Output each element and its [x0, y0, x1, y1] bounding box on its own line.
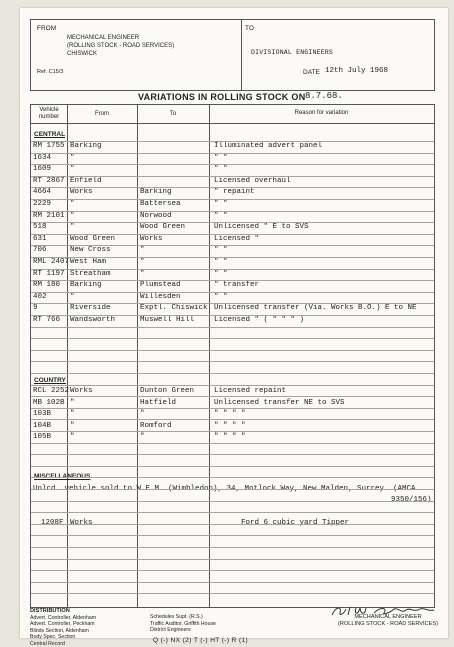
- variations-table: [30, 104, 435, 608]
- vehicle-number: RM 2101: [33, 211, 65, 222]
- distribution-item: Traffic Auditor, Griffith House: [150, 621, 216, 628]
- distribution-item: Body Spec. Section: [30, 634, 96, 641]
- date-value: 12th July 1968: [325, 67, 388, 75]
- reason-for-variation: Illuminated advert panel: [214, 141, 322, 152]
- distribution-list-mid: [150, 614, 216, 634]
- distribution-item: Blinds Section, Aldenham: [30, 628, 96, 635]
- ruled-line: [31, 199, 434, 200]
- vehicle-number: RM 180: [33, 280, 60, 291]
- ruled-line: [31, 582, 434, 583]
- vehicle-number: RT 766: [33, 315, 60, 326]
- ruled-line: [31, 396, 434, 397]
- distribution-item: Central Record: [30, 641, 96, 647]
- form-sheet: [20, 8, 448, 638]
- ruled-line: [31, 431, 434, 432]
- ruled-line: [31, 466, 434, 467]
- ruled-line: [31, 303, 434, 304]
- ruled-line: [31, 501, 434, 502]
- column-header-line: Vehicle: [31, 107, 67, 114]
- column-header-to: To: [137, 111, 209, 117]
- header-box: [30, 19, 435, 91]
- vehicle-number: 402: [33, 292, 47, 303]
- from-depot: Barking: [70, 280, 102, 291]
- to-depot: ": [140, 269, 145, 280]
- reason-for-variation: " ": [214, 211, 228, 222]
- vehicle-number: 2229: [33, 199, 51, 210]
- to-value: DIVISIONAL ENGINEERS: [251, 49, 333, 56]
- from-line: (ROLLING STOCK - ROAD SERVICES): [67, 42, 174, 50]
- header-divider: [241, 20, 242, 90]
- ruled-line: [31, 280, 434, 281]
- distribution-item: Advert. Controller, Aldenham: [30, 615, 96, 622]
- depot-codes: Q (-) NX (2) T (-) HT (-) R (1): [153, 637, 248, 644]
- to-depot: ": [140, 245, 145, 256]
- ruled-line: [31, 408, 434, 409]
- distribution-title: DISTRIBUTION: [30, 608, 96, 615]
- to-depot: Plumstead: [140, 280, 181, 291]
- distribution-list: [30, 608, 96, 647]
- from-address: [67, 34, 174, 58]
- to-depot: Battersea: [140, 199, 181, 210]
- reason-for-variation: " repaint: [214, 187, 255, 198]
- from-depot: Works: [70, 187, 93, 198]
- reason-for-variation: " ": [214, 257, 228, 268]
- reason-for-variation: " ": [214, 164, 228, 175]
- from-depot: ": [70, 153, 75, 164]
- title-date: 8.7.68.: [305, 91, 343, 101]
- ruled-line: [31, 153, 434, 154]
- footer-signatory: [328, 614, 448, 628]
- from-depot: ": [70, 222, 75, 233]
- ruled-line: [31, 593, 434, 594]
- reason-for-variation: " " " ": [214, 432, 246, 443]
- column-header-reason: Reason for variation: [209, 110, 434, 116]
- from-line: CHISWICK: [67, 50, 174, 58]
- misc-line: Unlcd. vehicle sold to W.E.M. (Wimbledon), 34, Motlock Way, New Malden, Surrey. (AMCA: [33, 484, 416, 495]
- ruled-line: [31, 211, 434, 212]
- from-depot: ": [70, 432, 75, 443]
- ruled-line: [31, 350, 434, 351]
- to-depot: Works: [140, 234, 163, 245]
- ruled-line: [31, 234, 434, 235]
- footer-line: MECHANICAL ENGINEER: [328, 614, 448, 621]
- to-label: TO: [245, 25, 254, 32]
- reason-for-variation: " ": [214, 153, 228, 164]
- to-depot: Dunton Green: [140, 386, 194, 397]
- ruled-line: [31, 570, 434, 571]
- vehicle-number: RCL 2252: [33, 386, 69, 397]
- column-header-vehicle: [31, 107, 67, 121]
- from-depot: New Cross: [70, 245, 111, 256]
- from-depot: ": [70, 211, 75, 222]
- column-divider: [137, 105, 138, 607]
- vehicle-number: 631: [33, 234, 47, 245]
- ruled-line: [31, 477, 434, 478]
- ruled-line: [31, 338, 434, 339]
- from-depot: Works: [70, 386, 93, 397]
- date-label: DATE: [303, 69, 320, 76]
- from-depot: Riverside: [70, 303, 111, 314]
- reference-number: Ref. C15/3: [37, 69, 63, 75]
- ruled-line: [31, 292, 434, 293]
- distribution-item: Advert. Controller, Peckham: [30, 621, 96, 628]
- ruled-line: [31, 187, 434, 188]
- from-label: FROM: [37, 25, 56, 32]
- reason-for-variation: Licensed " ( " " " ): [214, 315, 304, 326]
- header-rule: [31, 123, 434, 124]
- ruled-line: [31, 385, 434, 386]
- from-depot: Barking: [70, 141, 102, 152]
- vehicle-number: RM 1755: [33, 141, 65, 152]
- from-depot: Wandsworth: [70, 315, 115, 326]
- vehicle-number: 105B: [33, 432, 51, 443]
- column-header-from: From: [67, 111, 137, 117]
- misc-line: 9350/156): [391, 495, 432, 506]
- ruled-line: [31, 141, 434, 142]
- footer-line: (ROLLING STOCK - ROAD SERVICES): [328, 621, 448, 628]
- from-depot: ": [70, 398, 75, 409]
- misc-reason: Ford 6 cubic yard Tipper: [241, 518, 349, 529]
- reason-for-variation: " ": [214, 199, 228, 210]
- misc-from: Works: [70, 518, 93, 529]
- ruled-line: [31, 269, 434, 270]
- ruled-line: [31, 222, 434, 223]
- ruled-line: [31, 373, 434, 374]
- vehicle-number: RT 1197: [33, 269, 65, 280]
- section-heading-country: COUNTRY: [34, 377, 66, 384]
- from-line: MECHANICAL ENGINEER: [67, 34, 174, 42]
- to-depot: ": [140, 409, 145, 420]
- ruled-line: [31, 535, 434, 536]
- ruled-line: [31, 361, 434, 362]
- ruled-line: [31, 547, 434, 548]
- vehicle-number: 9: [33, 303, 38, 314]
- reason-for-variation: Unlicensed " E to SVS: [214, 222, 309, 233]
- to-depot: Willesden: [140, 292, 181, 303]
- ruled-line: [31, 257, 434, 258]
- ruled-line: [31, 489, 434, 490]
- to-depot: Romford: [140, 421, 172, 432]
- vehicle-number: 706: [33, 245, 47, 256]
- from-depot: West Ham: [70, 257, 106, 268]
- reason-for-variation: " ": [214, 292, 228, 303]
- ruled-line: [31, 419, 434, 420]
- ruled-line: [31, 512, 434, 513]
- ruled-line: [31, 164, 434, 165]
- ruled-line: [31, 176, 434, 177]
- vehicle-number: 104B: [33, 421, 51, 432]
- vehicle-number: 4664: [33, 187, 51, 198]
- ruled-line: [31, 327, 434, 328]
- section-heading-misc: MISCELLANEOUS: [34, 473, 90, 480]
- to-depot: Hatfield: [140, 398, 176, 409]
- to-depot: Muswell Hill: [140, 315, 194, 326]
- distribution-item: Schedules Supt. (R.S.): [150, 614, 216, 621]
- to-depot: ": [140, 432, 145, 443]
- from-depot: Streatham: [70, 269, 111, 280]
- to-depot: Wood Green: [140, 222, 185, 233]
- to-depot: Exptl. Chiswick: [140, 303, 208, 314]
- from-depot: Wood Green: [70, 234, 115, 245]
- vehicle-number: RML 2407: [33, 257, 69, 268]
- ruled-line: [31, 315, 434, 316]
- to-depot: Norwood: [140, 211, 172, 222]
- ruled-line: [31, 245, 434, 246]
- vehicle-number: MB 102B: [33, 398, 65, 409]
- from-depot: ": [70, 409, 75, 420]
- reason-for-variation: Unlicensed transfer NE to SVS: [214, 398, 345, 409]
- ruled-line: [31, 524, 434, 525]
- vehicle-number: 1634: [33, 153, 51, 164]
- column-header-line: number: [31, 114, 67, 121]
- section-heading-central: CENTRAL: [34, 131, 65, 138]
- ruled-line: [31, 443, 434, 444]
- from-depot: Enfield: [70, 176, 102, 187]
- ruled-line: [31, 559, 434, 560]
- vehicle-number: 518: [33, 222, 47, 233]
- misc-vehicle-number: 1208F: [41, 518, 64, 529]
- reason-for-variation: " ": [214, 269, 228, 280]
- vehicle-number: RT 2867: [33, 176, 65, 187]
- ruled-line: [31, 454, 434, 455]
- reason-for-variation: " ": [214, 245, 228, 256]
- reason-for-variation: " " " ": [214, 409, 246, 420]
- reason-for-variation: Licensed repaint: [214, 386, 286, 397]
- reason-for-variation: Licensed overhaul: [214, 176, 291, 187]
- column-divider: [67, 105, 68, 607]
- from-depot: ": [70, 199, 75, 210]
- from-depot: ": [70, 164, 75, 175]
- reason-for-variation: " transfer: [214, 280, 259, 291]
- to-depot: ": [140, 257, 145, 268]
- vehicle-number: 103B: [33, 409, 51, 420]
- from-depot: ": [70, 421, 75, 432]
- distribution-item: District Engineers: [150, 627, 216, 634]
- vehicle-number: 1609: [33, 164, 51, 175]
- from-depot: ": [70, 292, 75, 303]
- page-title: VARIATIONS IN ROLLING STOCK ON: [138, 92, 306, 102]
- column-divider: [209, 105, 210, 607]
- to-depot: Barking: [140, 187, 172, 198]
- reason-for-variation: " " " ": [214, 421, 246, 432]
- reason-for-variation: Licensed ": [214, 234, 259, 245]
- reason-for-variation: Unlicensed transfer (Via. Works B.O.) E to NE: [214, 303, 417, 314]
